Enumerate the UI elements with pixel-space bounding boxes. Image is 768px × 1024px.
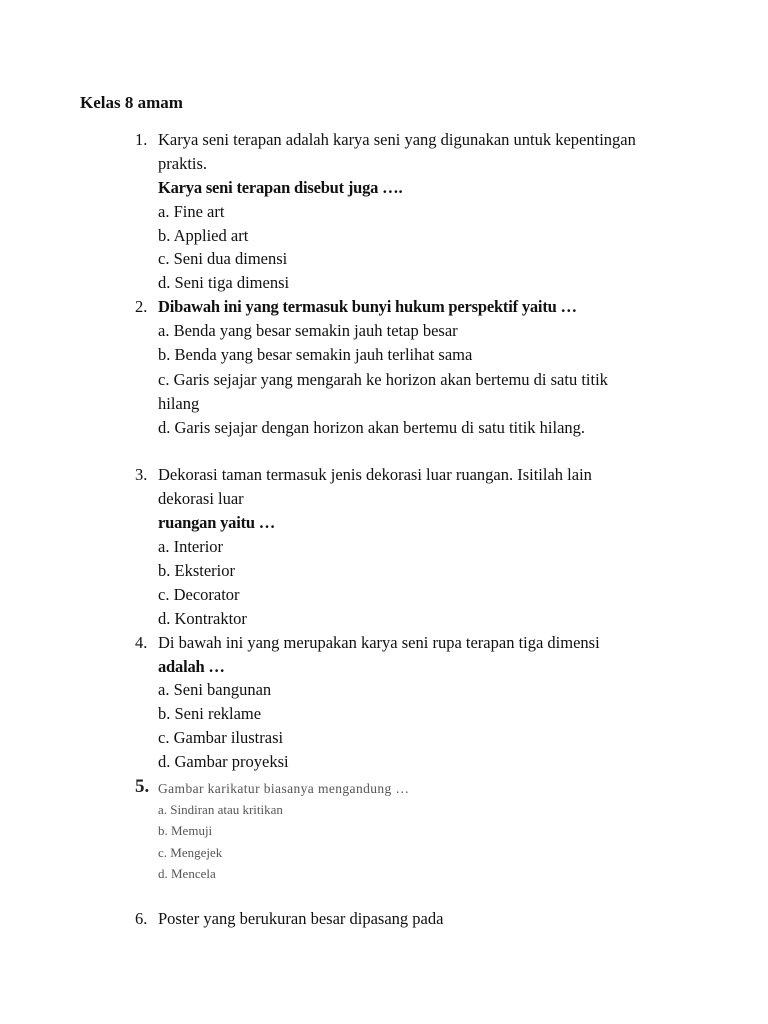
question-prompt: Karya seni terapan disebut juga …. bbox=[158, 178, 403, 197]
document-title: Kelas 8 amam bbox=[80, 93, 183, 112]
question-number: 2. bbox=[135, 297, 148, 316]
question-text: Di bawah ini yang merupakan karya seni rupa terapan tiga dimensi bbox=[158, 633, 600, 652]
option: d. Garis sejajar dengan horizon akan bertemu di satu titik hilang. bbox=[158, 418, 586, 437]
option: a. Fine art bbox=[158, 202, 225, 221]
option: d. Mencela bbox=[158, 866, 216, 881]
option: a. Seni bangunan bbox=[158, 680, 272, 699]
question-prompt: adalah … bbox=[158, 657, 225, 676]
question-text: dekorasi luar bbox=[158, 489, 244, 508]
question-text: Karya seni terapan adalah karya seni yang digunakan untuk kepentingan bbox=[158, 130, 636, 149]
option: c. Gambar ilustrasi bbox=[158, 728, 284, 747]
question-number: 1. bbox=[135, 130, 148, 149]
option: b. Seni reklame bbox=[158, 704, 262, 723]
question-number: 4. bbox=[135, 633, 148, 652]
option: d. Gambar proyeksi bbox=[158, 752, 289, 771]
question-prompt: Dibawah ini yang termasuk bunyi hukum perspektif yaitu … bbox=[158, 297, 577, 316]
option: a. Benda yang besar semakin jauh tetap besar bbox=[158, 321, 458, 340]
question-number: 3. bbox=[135, 465, 148, 484]
option: b. Memuji bbox=[158, 823, 213, 838]
option: b. Applied art bbox=[158, 226, 249, 245]
question-number: 6. bbox=[135, 909, 148, 928]
question-text: Dekorasi taman termasuk jenis dekorasi luar ruangan. Isitilah lain bbox=[158, 465, 592, 484]
option: c. Seni dua dimensi bbox=[158, 249, 288, 268]
option: b. Eksterior bbox=[158, 561, 235, 580]
question-text: Poster yang berukuran besar dipasang pada bbox=[158, 909, 444, 928]
option: d. Seni tiga dimensi bbox=[158, 273, 290, 292]
question-text: Gambar karikatur biasanya mengandung … bbox=[158, 781, 410, 796]
question-number: 5. bbox=[135, 776, 150, 797]
option: hilang bbox=[158, 394, 200, 413]
option: a. Interior bbox=[158, 537, 224, 556]
option: a. Sindiran atau kritikan bbox=[158, 802, 283, 817]
question-prompt: ruangan yaitu … bbox=[158, 513, 276, 532]
option: b. Benda yang besar semakin jauh terlihat sama bbox=[158, 345, 473, 364]
option: c. Decorator bbox=[158, 585, 240, 604]
question-text: praktis. bbox=[158, 154, 208, 173]
option: c. Mengejek bbox=[158, 845, 223, 860]
option: c. Garis sejajar yang mengarah ke horizon akan bertemu di satu titik bbox=[158, 370, 608, 389]
option: d. Kontraktor bbox=[158, 609, 247, 628]
